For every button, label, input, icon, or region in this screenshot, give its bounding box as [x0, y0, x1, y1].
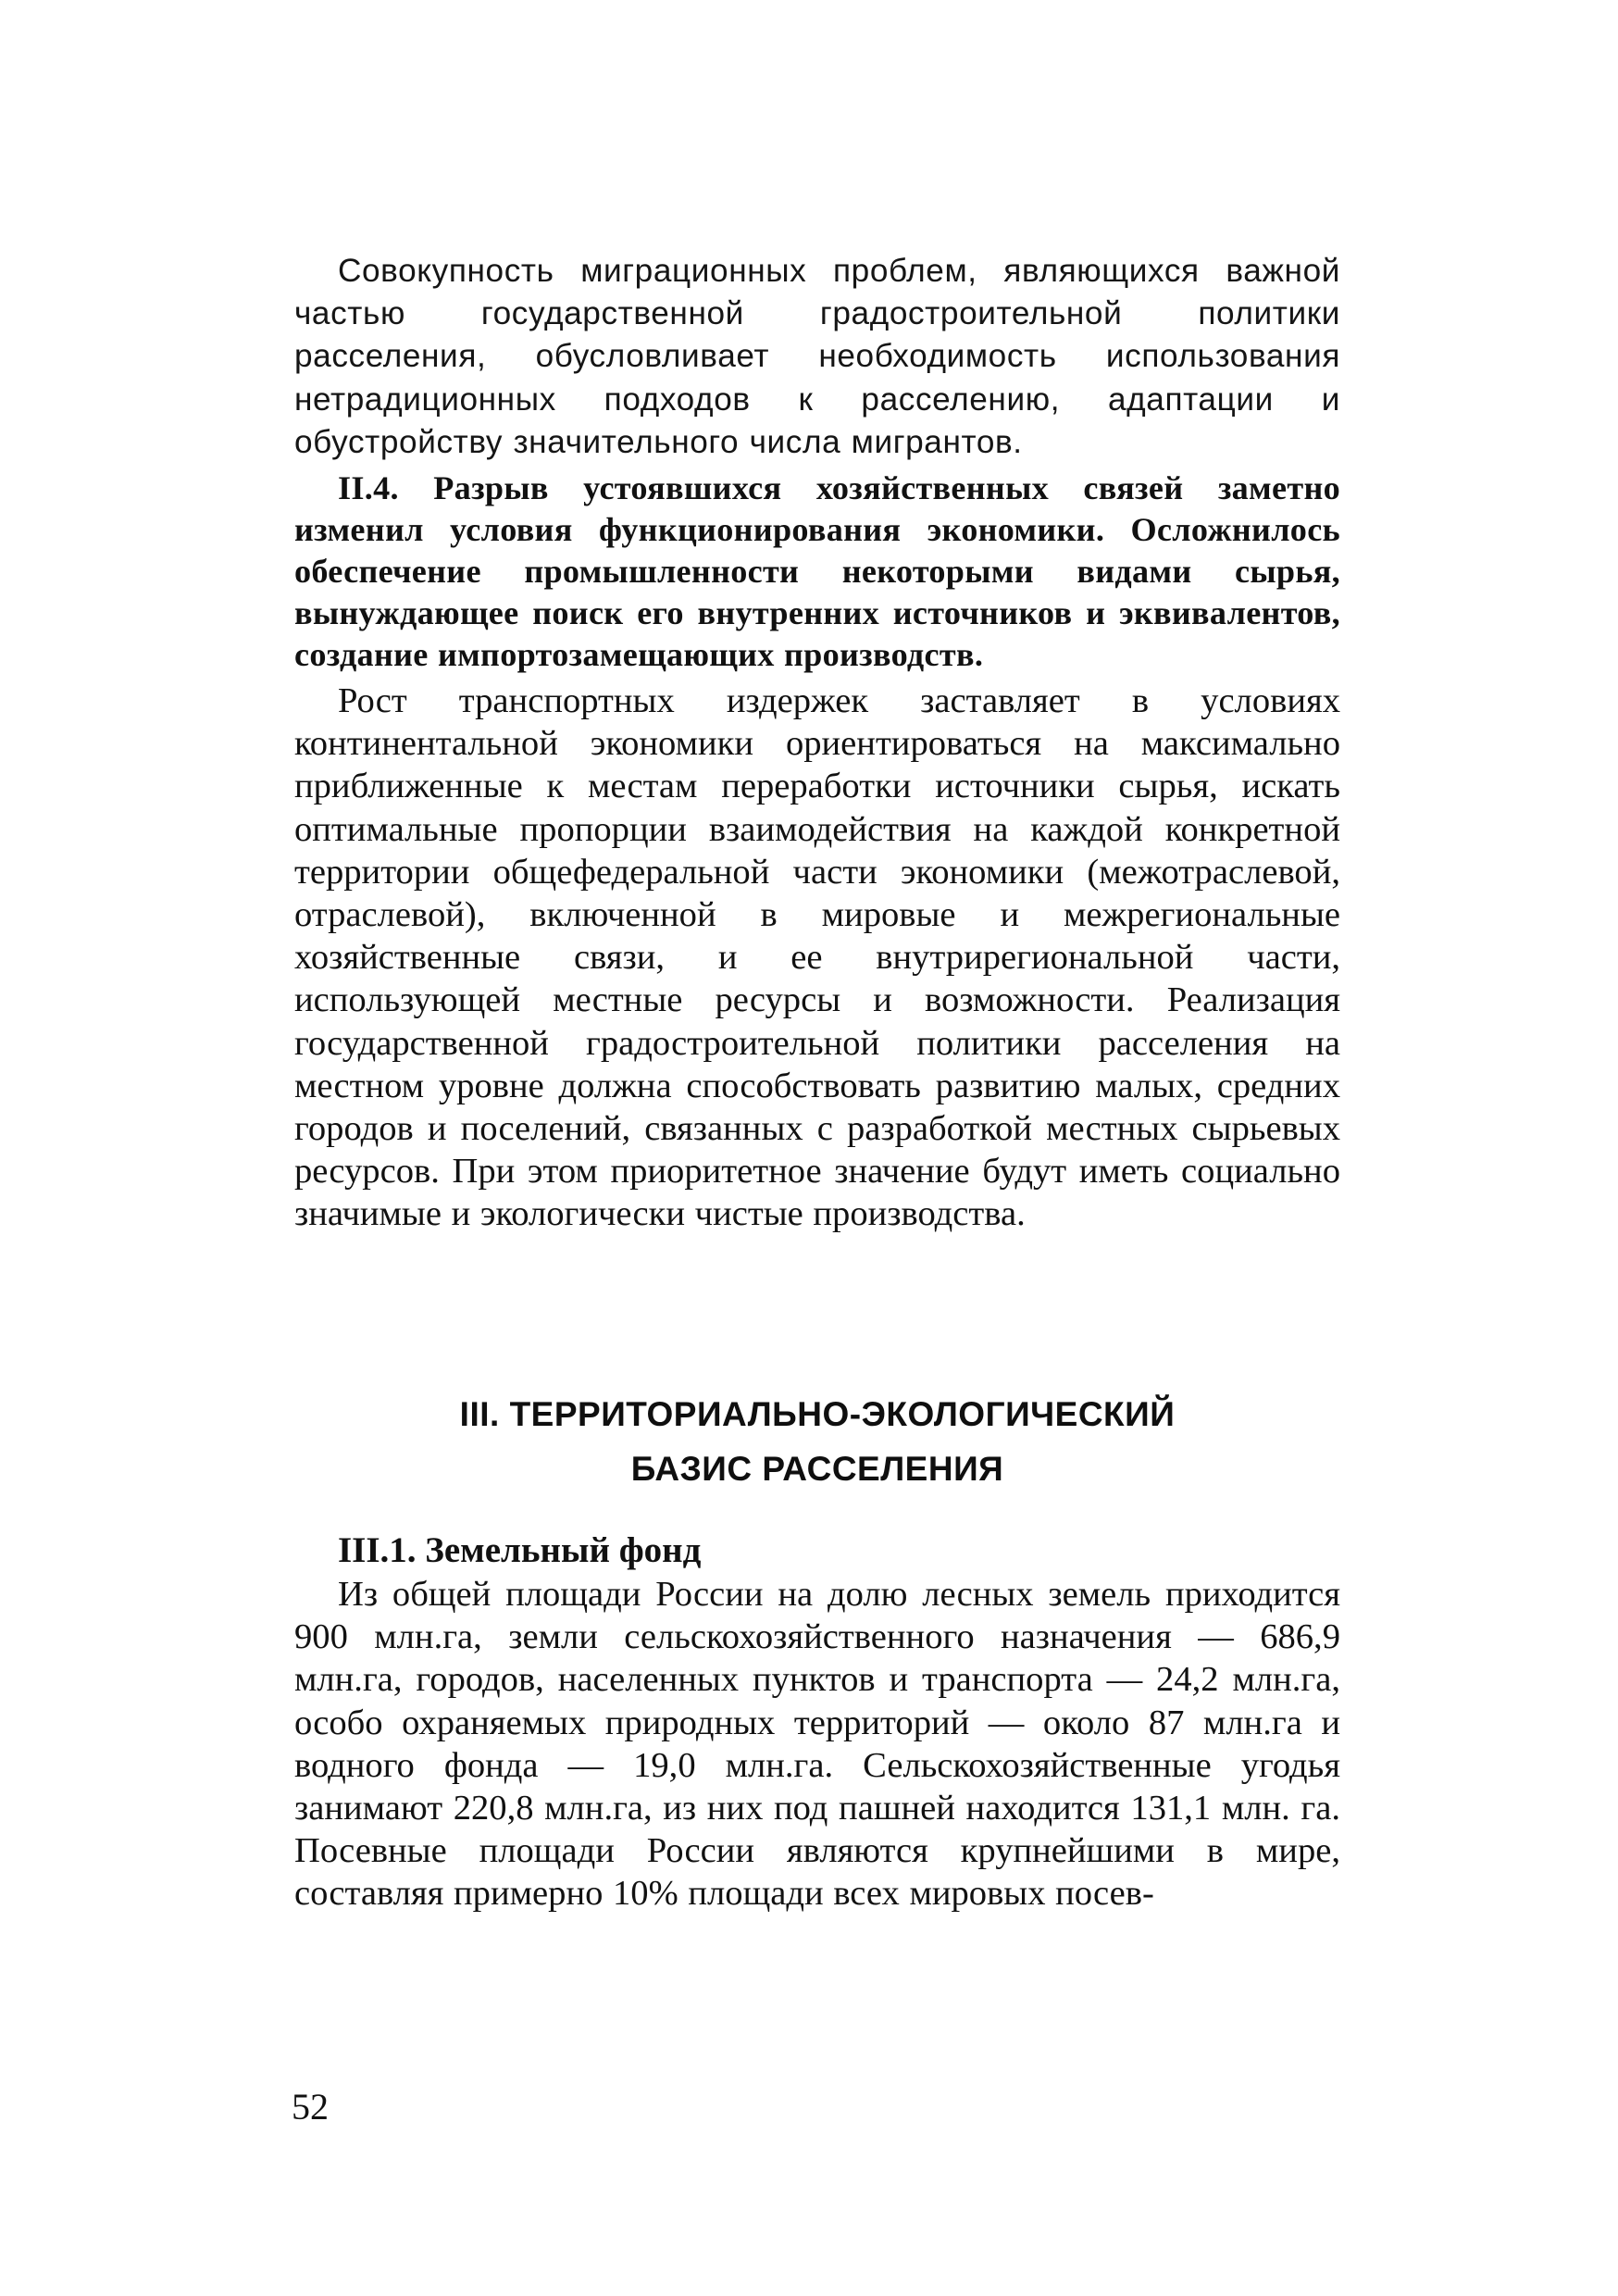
land-fund-text-block [294, 1573, 1340, 1919]
paragraph-migration-problems: Совокупность миграционных проблем, являющихся важной частью государственной градостроительной политики расселения, обусловливает необходимость использования нетрадиционных подходов к расселению, адаптации и обустройству значительного числа мигрантов. [294, 253, 1340, 460]
paragraph-land-fund: Из общей площади России на долю лесных земель приходится 900 млн.га, земли сельскохозяйственного назначения — 686,9 млн.га, городов, населенных пунктов и транспорта — 24,2 млн.га, особо охраняемых природных территорий — около 87 млн.га и водного фонда — 19,0 млн.га. Сельскохозяйственные угодья занимают 220,8 млн.га, из них под пашней находится 131,1 млн. га. Посевные площади России являются крупнейшими в мире, составляя примерно 10% площади всех мировых посев- [294, 1575, 1340, 1914]
chapter-heading-line-2: БАЗИС РАССЕЛЕНИЯ [630, 1450, 1004, 1488]
chapter-heading [294, 1387, 1340, 1496]
paragraph-transport-costs: Рост транспортных издержек заставляет в условиях континентальной экономики ориентироваться на максимально приближенные к местам переработки источники сырья, искать оптимальные пропорции взаимодействия на каждой конкретной территории общефедеральной части экономики (межотраслевой, отраслевой), включенной в мировые и межрегиональные хозяйственные связи, и ее внутрирегиональной части, использующей местные ресурсы и возможности. Реализация государственной градостроительной политики расселения на местном уровне должна способствовать развитию малых, средних городов и поселений, связанных с разработкой местных сырьевых ресурсов. При этом приоритетное значение будут иметь социально значимые и экологически чистые производства. [294, 681, 1340, 1234]
economic-links-text: Разрыв устоявшихся хозяйственных связей заметно изменил условия функционирования экономики. Осложнилось обеспечение промышленности некоторыми видами сырья, вынуждающее поиск его внутренних источников и эквивалентов, создание импортозамещающих производств. [294, 469, 1340, 674]
chapter-heading-line-1: III. ТЕРРИТОРИАЛЬНО-ЭКОЛОГИЧЕСКИЙ [459, 1395, 1176, 1433]
subsection-heading-land-fund: III.1. Земельный фонд [338, 1530, 702, 1570]
paragraph-economic-links [294, 468, 1340, 676]
page-number: 52 [292, 2086, 329, 2128]
section-text-block [294, 250, 1340, 1240]
section-number-ii-4: II.4. [338, 469, 399, 507]
